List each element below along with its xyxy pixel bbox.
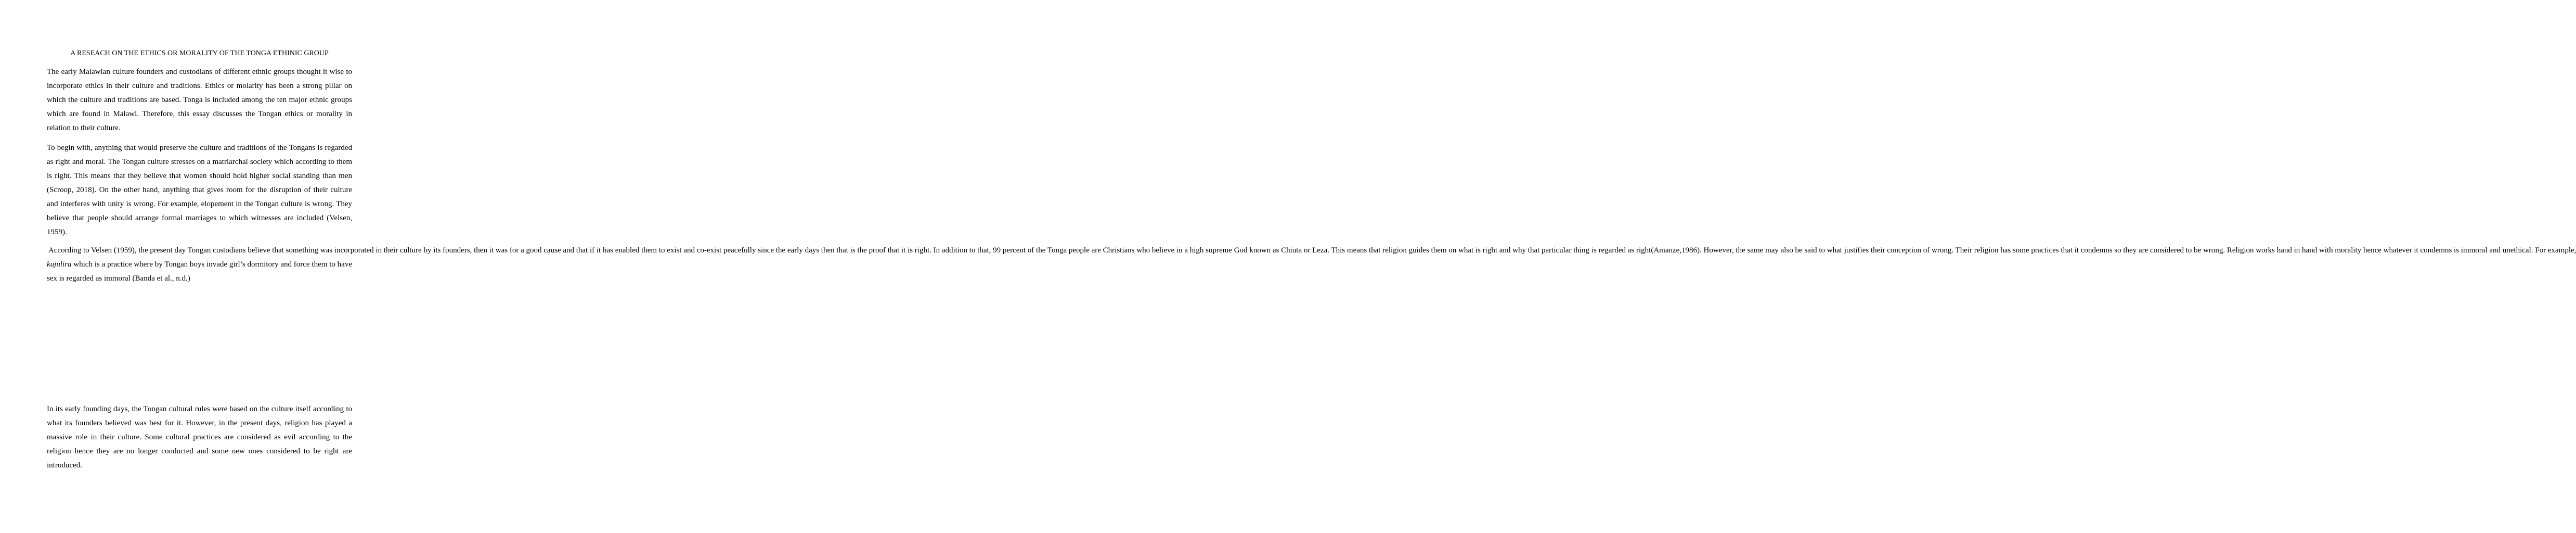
paragraph-religion-tail: which is a practice where by Tongan boys invade girl’s dormitory and force them to have sex is regarded as immoral (Banda et al., n.d.) (47, 260, 352, 283)
paragraph-religion-lead: According to Velsen (1959), the present day Tongan custodians believe that something was incorporated in their culture by its founders, then it was for a good cause and that if it has enabled them to exist and co-exist peacefully since the early days then that is the proof that it is right. In addition to that, 99 percent of the Tonga people are Christians who believe in a high supreme God known as Chiuta or Leza. This means that religion guides them on what is right and why that particular thing is regarded as right(Amanze,1986). However, the same may also be said to what justifies their conception of wrong. Their religion has some practices that it condemns so they are considered to be wrong. Religion works hand in hand with morality hence whatever it condemns is immoral and unethical. For example, (47, 246, 2576, 255)
paragraph-right-and-wrong: To begin with, anything that would preserve the culture and traditions of the Tongans is regarded as right and moral. The Tongan culture stresses on a matriarchal society which according to them is right. This means that they believe that women should hold higher social standing than men (Scroop, 2018). On the other hand, anything that gives room for the disruption of their culture and interferes with unity is wrong. For example, elopement in the Tongan culture is wrong. They believe that people should arrange formal marriages to which witnesses are included (Velsen, 1959). (47, 144, 352, 236)
paragraph-religion (47, 244, 2576, 286)
paragraph-introduction: The early Malawian culture founders and custodians of different ethnic groups thought it wise to incorporate ethics in their culture and traditions. Ethics or molarity has been a strong pillar on which the culture and traditions are based. Tonga is included among the ten major ethnic groups which are found in Malawi. Therefore, this essay discusses the Tongan ethics or morality in relation to their culture. (47, 68, 352, 132)
paragraph-conclusion: In its early founding days, the Tongan cultural rules were based on the culture itself according to what its founders believed was best for it. However, in the present days, religion has played a massive role in their culture. Some cultural practices are considered as evil according to the religion hence they are no longer conducted and some new ones considered to be right are introduced. (47, 405, 352, 469)
document-title: A RESEACH ON THE ETHICS OR MORALITY OF THE TONGA ETHINIC GROUP (70, 49, 329, 57)
paragraph-religion-emphasis: kujulira (47, 260, 72, 269)
